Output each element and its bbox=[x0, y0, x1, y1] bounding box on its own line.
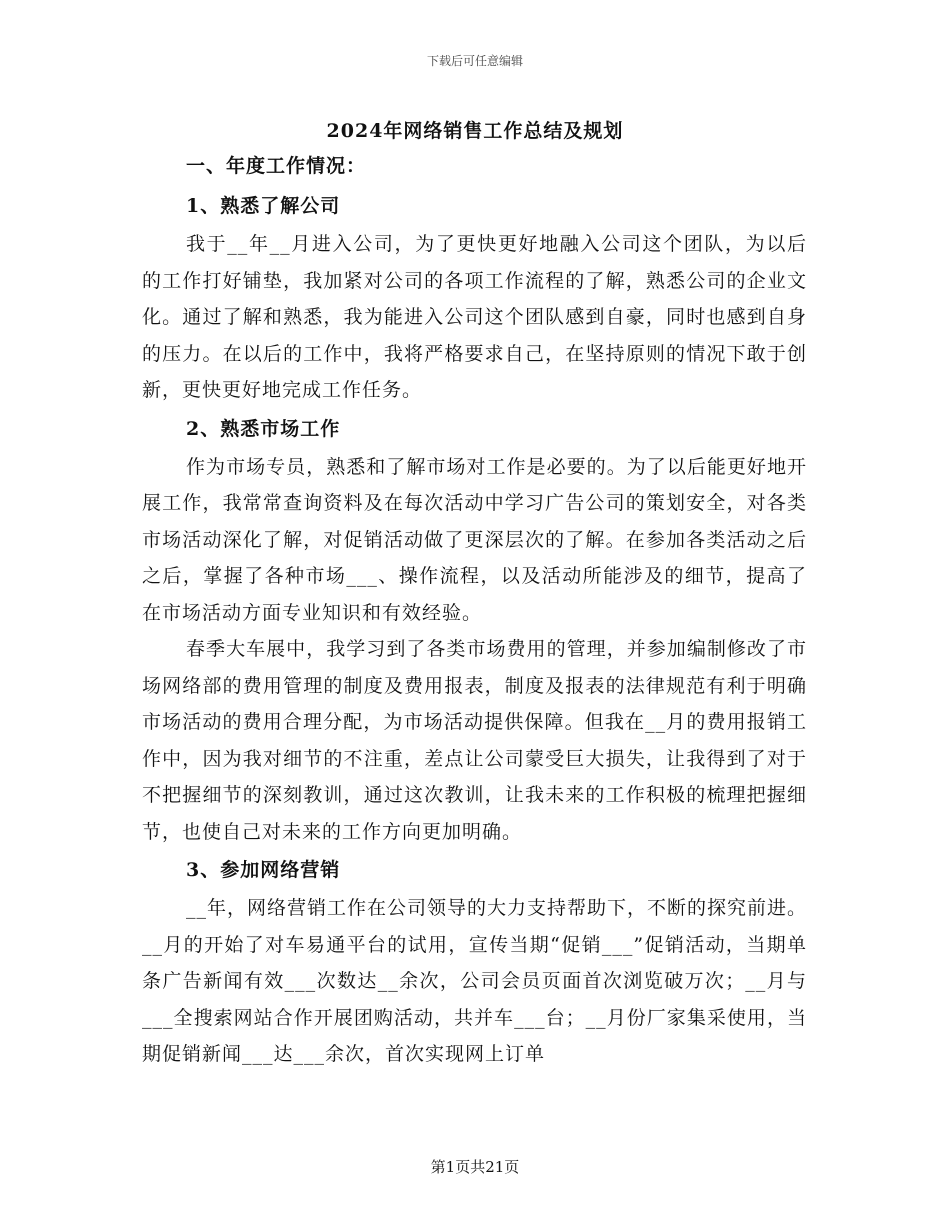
paragraph: 作为市场专员，熟悉和了解市场对工作是必要的。为了以后能更好地开展工作，我常常查询资料及在每次活动中学习广告公司的策划安全，对各类市场活动深化了解，对促销活动做了更深层次的了解。在参加各类活动之后之后，掌握了各种市场___、操作流程，以及活动所能涉及的细节，提高了在市场活动方面专业知识和有效经验。 bbox=[142, 455, 807, 624]
document-title: 2024年网络销售工作总结及规划 bbox=[326, 120, 624, 142]
subsection-heading: 3、参加网络营销 bbox=[186, 859, 341, 881]
subsection-heading: 2、熟悉市场工作 bbox=[186, 417, 341, 440]
subsection-heading: 1、熟悉了解公司 bbox=[186, 195, 341, 217]
page-number: 第1页共21页 bbox=[430, 1158, 520, 1176]
header-note: 下载后可任意编辑 bbox=[426, 54, 523, 68]
paragraph: 我于__年__月进入公司，为了更快更好地融入公司这个团队，为以后的工作打好铺垫，我加紧对公司的各项工作流程的了解，熟悉公司的企业文化。通过了解和熟悉，我为能进入公司这个团队感到自豪，同时也感到自身的压力。在以后的工作中，我将严格要求自己，在坚持原则的情况下敢于创新，更快更好地完成工作任务。 bbox=[142, 233, 807, 401]
paragraph: __年，网络营销工作在公司领导的大力支持帮助下，不断的探究前进。__月的开始了对车易通平台的试用，宣传当期“促销___”促销活动，当期单条广告新闻有效___次数达__余次，公司会员页面首次浏览破万次；__月与___全搜索网站合作开展团购活动，共并车___台；__月份厂家集采使用，当期促销新闻___达___余次，首次实现网上订单 bbox=[142, 897, 808, 1065]
document-body bbox=[142, 146, 807, 1073]
section-heading: 一、年度工作情况： bbox=[186, 155, 367, 177]
paragraph: 春季大车展中，我学习到了各类市场费用的管理，并参加编制修改了市场网络部的费用管理的制度及费用报表，制度及报表的法律规范有利于明确市场活动的费用合理分配，为市场活动提供保障。但我在__月的费用报销工作中，因为我对细节的不注重，差点让公司蒙受巨大损失，让我得到了对于不把握细节的深刻教训，通过这次教训，让我未来的工作积极的梳理把握细节，也使自己对未来的工作方向更加明确。 bbox=[142, 638, 807, 843]
